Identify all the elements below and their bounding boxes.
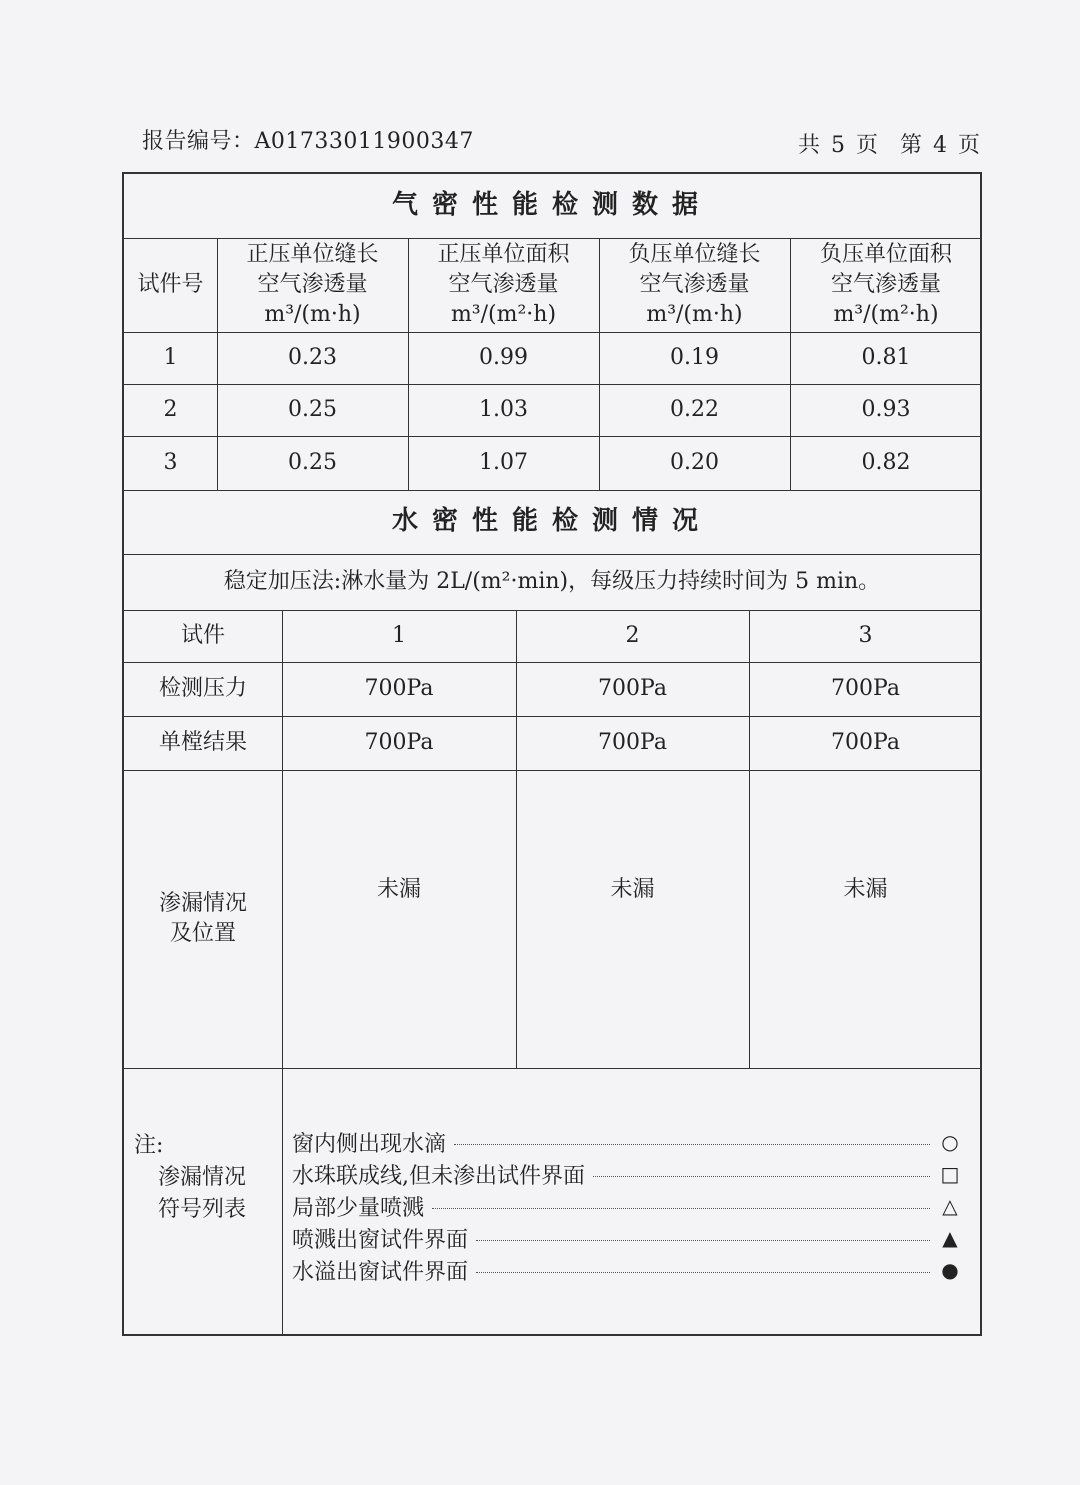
notes-heading: 注: 渗漏情况 符号列表 [134,1133,247,1222]
water-specimen: 3 [858,623,873,649]
air-cell: 0.25 [288,397,337,423]
water-result: 700Pa [598,730,667,756]
water-pressure: 700Pa [598,676,667,702]
symbol-row: 喷溅出窗试件界面 ▲ [292,1222,962,1254]
air-cell: 0.81 [861,345,911,371]
air-cell: 0.82 [861,450,911,476]
water-leak: 未漏 [376,877,421,903]
air-col-specimen: 试件号 [137,272,204,298]
air-col-pos-length: 正压单位缝长 空气渗透量 m³/(m·h) [246,242,379,327]
water-specimen-label: 试件 [180,623,225,649]
air-cell: 0.22 [670,397,719,423]
water-pressure-label: 检测压力 [158,676,247,702]
water-result: 700Pa [364,730,434,756]
air-cell: 0.23 [288,345,337,371]
air-row-id: 3 [163,450,178,476]
report-number: 报告编号：A01733011900347 [142,129,474,154]
symbol-row: 水溢出窗试件界面 ● [292,1254,962,1286]
water-result: 700Pa [831,730,900,756]
symbol-row: 局部少量喷溅 △ [292,1190,962,1222]
triangle-hollow-icon: △ [942,1194,958,1218]
air-section-title: 气密性能检测数据 [391,190,712,221]
water-result-label: 单樘结果 [158,730,247,756]
water-specimen: 2 [625,623,640,649]
air-row-id: 2 [163,397,178,423]
triangle-filled-icon: ▲ [942,1226,958,1250]
air-cell: 0.25 [288,450,337,476]
water-leak-label: 渗漏情况 及位置 [158,891,247,946]
square-hollow-icon: □ [940,1162,960,1186]
water-leak: 未漏 [843,877,888,903]
air-cell: 1.03 [479,397,528,423]
air-cell: 0.99 [479,345,528,371]
air-cell: 0.93 [861,397,911,423]
symbol-row: 水珠联成线,但未渗出试件界面 □ [292,1158,962,1190]
symbol-row: 窗内侧出现水滴 ○ [292,1126,962,1158]
test-report-table [122,172,982,1336]
water-pressure: 700Pa [831,676,900,702]
water-method: 稳定加压法:淋水量为 2L/(m²·min)，每级压力持续时间为 5 min。 [223,569,881,595]
air-cell: 0.20 [670,450,719,476]
air-cell: 0.19 [670,345,719,371]
water-specimen: 1 [392,623,406,649]
water-leak: 未漏 [610,877,655,903]
air-cell: 1.07 [479,450,528,476]
circle-hollow-icon: ○ [941,1130,959,1154]
water-section-title: 水密性能检测情况 [391,506,712,537]
symbol-list [292,1126,962,1286]
air-row-id: 1 [163,345,178,371]
water-pressure: 700Pa [364,676,434,702]
page-indicator: 共 5 页 第 4 页 [798,133,980,158]
air-col-pos-area: 正压单位面积 空气渗透量 m³/(m²·h) [437,242,570,327]
air-col-neg-length: 负压单位缝长 空气渗透量 m³/(m·h) [628,242,761,327]
circle-filled-icon: ● [941,1258,959,1282]
air-col-neg-area: 负压单位面积 空气渗透量 m³/(m²·h) [819,242,952,327]
